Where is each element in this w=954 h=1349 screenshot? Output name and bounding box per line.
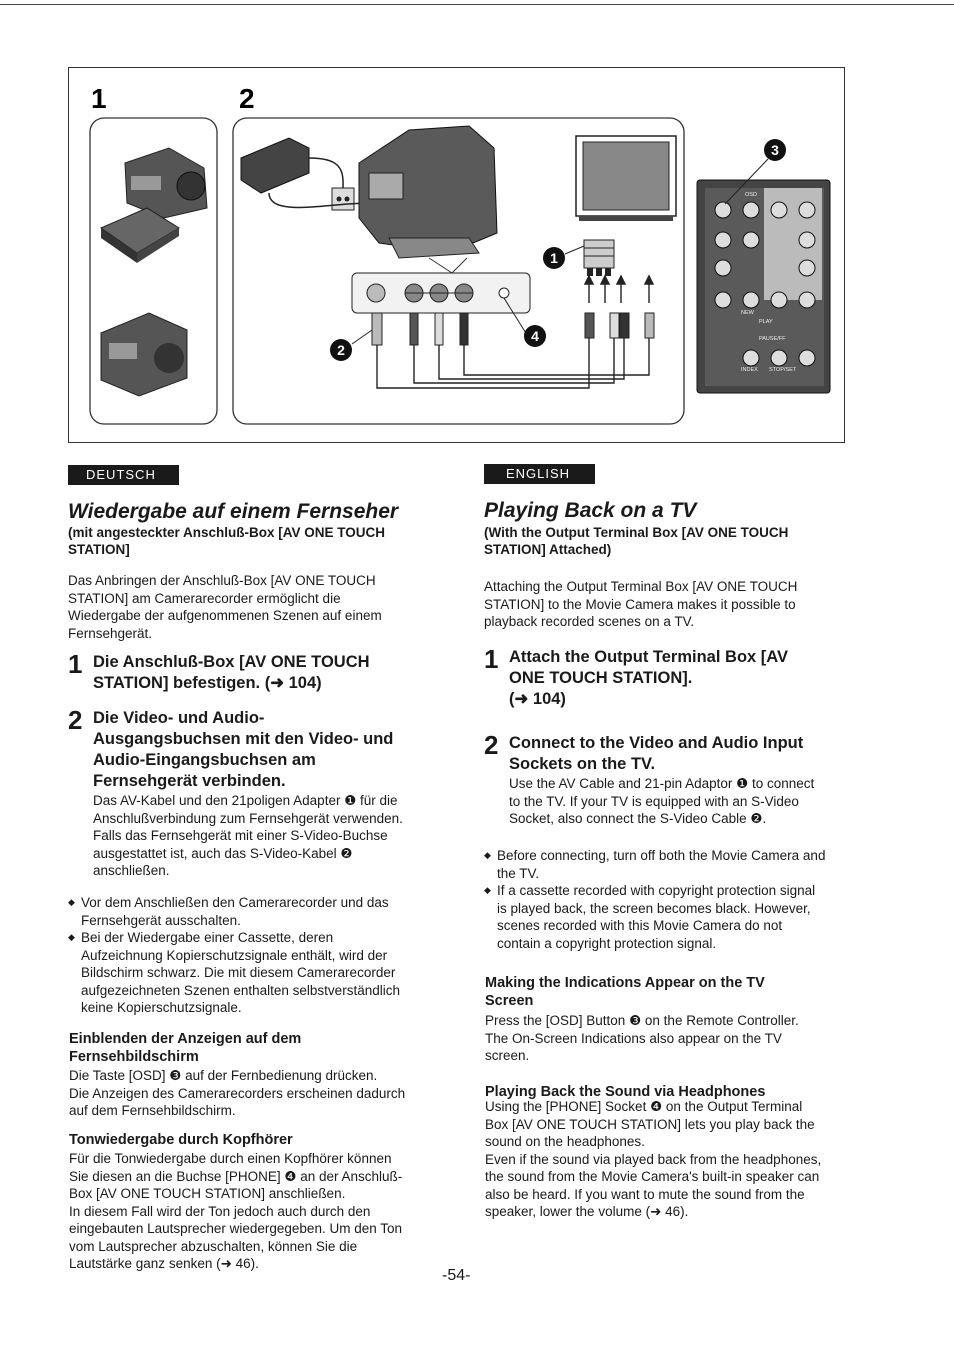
en-bullet-1: ◆ Before connecting, turn off both the Movie Camera and the TV.	[484, 848, 826, 881]
en-intro: Attaching the Output Terminal Box [AV ONE TOUCH STATION] to the Movie Camera makes it possible to playback recorded scenes on a TV.	[484, 579, 798, 629]
de-bullet-1: ◆ Vor dem Anschließen den Camerarecorder und das Fernsehgerät ausschalten.	[68, 895, 389, 928]
de-intro: Das Anbringen der Anschluß-Box [AV ONE TOUCH STATION] am Camerarecorder ermöglicht die Wiedergabe der aufgenommenen Szenen auf einem Fernsehgerät.	[68, 573, 382, 641]
page-number: -54-	[442, 1267, 471, 1284]
top-rule	[0, 4, 954, 5]
callout-2	[330, 330, 372, 361]
svg-text:INDEX: INDEX	[741, 367, 758, 373]
svg-text:PLAY: PLAY	[759, 319, 773, 325]
en-heading-osd: Making the Indications Appear on the TV Screen	[485, 975, 765, 1009]
de-osd-body: Die Taste [OSD] ❸ auf der Fernbedienung drücken. Die Anzeigen des Camerarecorders erscheinen dadurch auf dem Fernsehbildschirm.	[69, 1068, 406, 1118]
en-step-2: 2 Connect to the Video and Audio Input Sockets on the TV. Use the AV Cable and 21-pin Adaptor ❶ to connect to the TV. If your TV is equipped with an S-Video Socket, also connect the S-Video Cable ❷.	[484, 730, 815, 826]
svg-text:1: 1	[550, 250, 558, 266]
adaptor-21pin-icon	[584, 240, 614, 276]
language-tab-english: ENGLISH	[484, 464, 595, 484]
camera-with-box-icon	[359, 126, 497, 258]
language-tab-deutsch: DEUTSCH	[68, 465, 179, 485]
de-step-1: 1 Die Anschluß-Box [AV ONE TOUCH STATION] befestigen. (➜ 104)	[68, 649, 370, 692]
av-jacks	[405, 284, 473, 302]
de-heading-phones: Tonwiedergabe durch Kopfhörer	[69, 1132, 293, 1148]
figure-step-label-1: 1	[91, 83, 107, 114]
svg-text:2: 2	[337, 342, 345, 358]
ac-adaptor-icon	[241, 138, 354, 210]
callout-1	[543, 246, 584, 269]
connection-illustration	[69, 68, 846, 444]
de-step-2-body: Das AV-Kabel und den 21poligen Adapter ❶ für die Anschlußverbindung zum Fernsehgerät verwenden. Falls das Fernsehgerät mit einer S-Video-Buchse ausgestattet ist, auch das S-Video-Kabel ❷ anschließen.	[93, 793, 403, 878]
remote-controller-icon	[697, 180, 830, 393]
svg-text:4: 4	[531, 328, 539, 344]
svg-text:STOP/SET: STOP/SET	[769, 367, 797, 373]
de-step-2: 2 Die Video- und Audio- Ausgangsbuchsen mit den Video- und Audio-Eingangsbuchsen am Fernsehgerät verbinden. Das AV-Kabel und den 21poligen Adapter ❶ für die Anschlußverbindung zum Fernsehgerät verwenden. Falls das Fernsehgerät mit einer S-Video-Buchse ausgestattet ist, auch das S-Video-Kabel ❷ anschließen.	[68, 705, 403, 878]
en-bullet-2: ◆ If a cassette recorded with copyright protection signal is played back, the screen becomes black. However, scenes recorded with this Movie Camera do not contain a copyright protection signal.	[484, 883, 816, 951]
svg-text:3: 3	[771, 142, 779, 158]
camera-icon	[125, 148, 207, 218]
de-subtitle: (mit angesteckter Anschluß-Box [AV ONE TOUCH STATION]	[68, 525, 386, 557]
de-page-title: Wiedergabe auf einem Fernseher	[68, 500, 399, 523]
en-step-2-body: Use the AV Cable and 21-pin Adaptor ❶ to connect to the TV. If your TV is equipped with an S-Video Socket, also connect the S-Video Cable ❷.	[509, 776, 815, 826]
svg-text:PAUSE/FF: PAUSE/FF	[759, 336, 786, 342]
en-phones-body: Using the [PHONE] Socket ❹ on the Output Terminal Box [AV ONE TOUCH STATION] lets you play back the sound on the headphones. Even if the sound via played back from the headphones, the sound from the Movie Camera's built-in speaker can also be heard. If you want to mute the sound from the speaker, lower the volume (➜ 46).	[485, 1099, 822, 1219]
camera-docked-icon	[101, 313, 187, 396]
input-arrows	[585, 276, 653, 303]
tv-icon	[576, 136, 676, 221]
svg-text:OSD: OSD	[745, 192, 757, 198]
en-subtitle: (With the Output Terminal Box [AV ONE TOUCH STATION] Attached)	[484, 525, 789, 557]
de-phones-body: Für die Tonwiedergabe durch einen Kopfhörer können Sie diesen an die Buchse [PHONE] ❹ an der Anschluß- Box [AV ONE TOUCH STATION] anschließen. In diesem Fall wird der Ton jedoch auch durch den eingebauten Lautsprecher wiedergegeben. Um den Ton vom Lautsprecher abzuschalten, können Sie die Lautstärke ganz senken (➜ 46).	[69, 1151, 403, 1271]
en-page-title: Playing Back on a TV	[484, 499, 697, 522]
de-bullet-2: ◆ Bei der Wiedergabe einer Cassette, deren Aufzeichnung Kopierschutzsignale enthält, wird der Bildschirm schwarz. Die mit diesem Camerarecorder aufgezeichneten Szenen enthalten selbstverständlich keine Kopierschutzsignale.	[68, 930, 400, 1015]
callout-4	[524, 325, 546, 347]
de-heading-osd: Einblenden der Anzeigen auf dem Fernsehbildschirm	[69, 1031, 302, 1065]
en-step-1: 1 Attach the Output Terminal Box [AV ONE TOUCH STATION]. (➜ 104)	[484, 644, 788, 708]
svg-text:NEW: NEW	[741, 310, 754, 316]
figure-step-label-2: 2	[239, 83, 255, 114]
illustration-frame	[68, 67, 845, 443]
en-osd-body: Press the [OSD] Button ❸ on the Remote Controller. The On-Screen Indications also appear on the TV screen.	[485, 1013, 799, 1063]
en-heading-phones: Playing Back the Sound via Headphones	[485, 1084, 766, 1100]
phone-jack	[499, 288, 509, 298]
